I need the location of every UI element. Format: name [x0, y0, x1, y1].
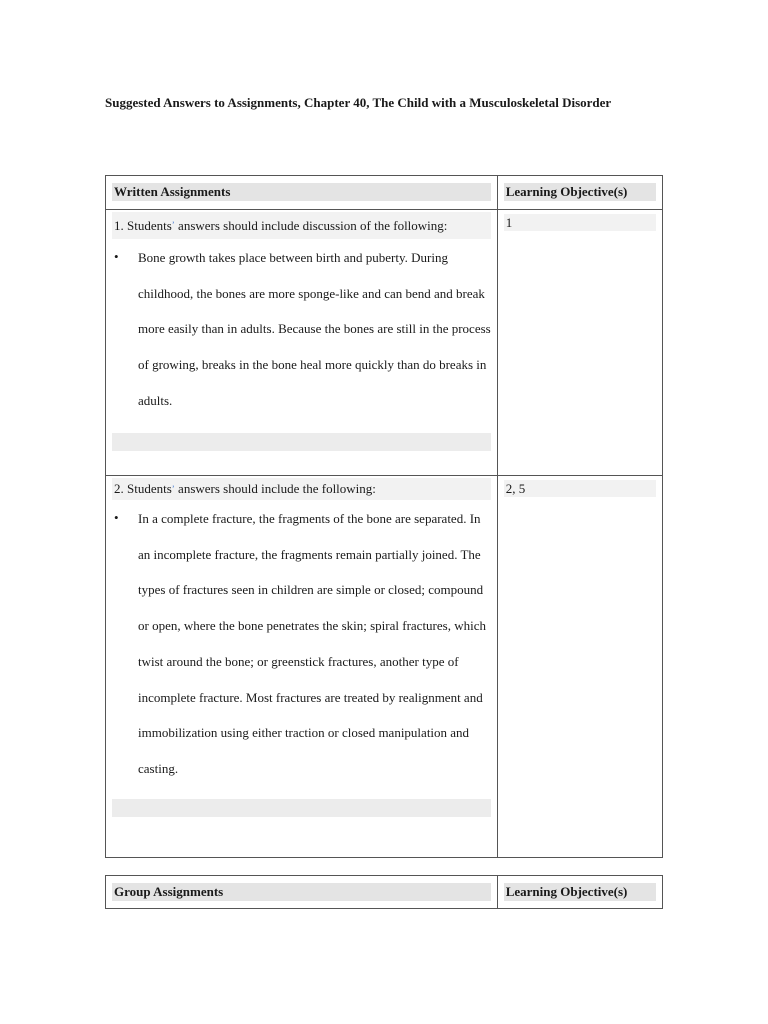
learning-objectives-header: Learning Objective(s): [504, 183, 656, 201]
document-title: Suggested Answers to Assignments, Chapter 40, The Child with a Musculoskeletal Disorder: [105, 95, 612, 110]
bullet-icon: •: [114, 510, 119, 525]
group-assignments-header: Group Assignments: [112, 883, 491, 901]
learning-objective-value: 1: [504, 214, 656, 231]
list-item: [112, 239, 491, 419]
learning-objective-value: 2, 5: [504, 480, 656, 497]
group-assignments-table: [105, 875, 663, 909]
written-assignments-table: [105, 175, 663, 858]
table-row: [106, 210, 663, 476]
list-item: [112, 500, 491, 787]
answer-text: Bone growth takes place between birth and puberty. During childhood, the bones are more sponge-like and can bend and break more easily than in adults. Because the bones are still in the process of growing, breaks in the bone heal more quickly than do breaks in adults.: [138, 250, 491, 408]
comment-mark: ’: [171, 220, 175, 230]
comment-mark: ’: [171, 484, 175, 494]
table-header-row: [106, 176, 663, 210]
row-intro: 1. Students’ answers should include discussion of the following:: [112, 212, 491, 239]
answer-text: In a complete fracture, the fragments of the bone are separated. In an incomplete fracture, the fragments remain partially joined. The types of fractures seen in children are simple or closed; compound or open, where the bone penetrates the skin; spiral fractures, which twist around the bone; or greenstick fractures, another type of incomplete fracture. Most fractures are treated by realignment and immobilization using either traction or closed manipulation and casting.: [138, 511, 486, 776]
table-row: [106, 476, 663, 858]
learning-objectives-header: Learning Objective(s): [504, 883, 656, 901]
written-assignments-header: Written Assignments: [112, 183, 491, 201]
empty-paragraph: [112, 433, 491, 451]
table-header-row: [106, 876, 663, 909]
bullet-icon: •: [114, 249, 119, 264]
row-intro: 2. Students’ answers should include the following:: [112, 478, 491, 500]
empty-paragraph: [112, 799, 491, 817]
